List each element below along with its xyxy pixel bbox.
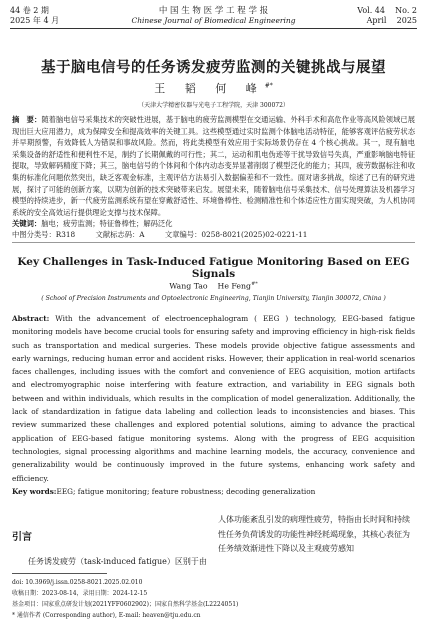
title-en: Key Challenges in Task-Induced Fatigue Monitoring Based on EEG Signals [17, 256, 410, 280]
abstract-en-label: Abstract: [12, 314, 50, 323]
header-right [357, 6, 417, 26]
abstract-en [12, 312, 415, 485]
keywords-en [12, 486, 415, 498]
volume-cn: 44 卷 2 期 [10, 6, 49, 15]
authors-cn [0, 80, 427, 96]
authors-cn-names: 王 韬 何 峰 [154, 82, 265, 95]
keywords-cn-text: 脑电；疲劳监测；特征鲁棒性；解码泛化 [41, 219, 173, 228]
footnote-rule [12, 573, 107, 574]
abstract-en-text: With the advancement of electroencephalogram ( EEG ) technology, EEG-based fatigue monitoring models have become crucial tools for ensuring safety and improving efficiency in high-risk fields such as transportation and medical surgeries. These models provide objective fatigue assessments and early warnings, reducing human error and accident risks. However, their application in real-world scenarios faces challenges, including issues with the comfort and convenience of EEG acquisition, motion artifacts and electromyographic noise interfering with feature extraction, and variability in EEG signals both between and within individuals, which results in the complication of model generalization. Additionally, the lack of standardization in fatigue data labeling and collection leads to inconsistencies and biases. This review summarized these challenges and explored potential solutions, aiming to advance the practical application of EEG-based fatigue monitoring systems. Along with the progress of EEG acquisition technologies, signal processing algorithms and machine learning models, the accuracy, convenience and generalizability would be continuously improved in the future systems, enhancing work safety and efficiency. [12, 314, 415, 483]
date-en: April 2025 [366, 16, 417, 25]
authors-en-mark: #* [251, 281, 258, 287]
doi: doi: 10.3969/j.issn.0258-8021.2025.02.010 [12, 579, 143, 586]
abstract-cn [12, 114, 415, 218]
article-number: 文章编号：0258-8021(2025)02-0221-11 [164, 230, 308, 239]
abstract-cn-text: 随着脑电信号采集技术的突破性进展，基于脑电的疲劳监测模型在交通运输、外科手术和高危作业等高风险领域已展现出巨大应用潜力，成为保障安全和提高效率的关键工具。这些模型通过实时监测个体脑电活动特征，能够客观评估疲劳状态并早期预警，有效降低人为错误和事故风险。然而，将此类模型有效应用于实际场景仍存在 4 个核心挑战。其一，现有脑电采集设备的舒适性和便利性不足，制约了长期佩戴的可行性；其二，运动和肌电伪迹等干扰导致信号失真，严重影响脑电特征提取，导致解码精度下降；其三，脑电信号的个体间和个体内动态变异显著削弱了模型泛化的能力；其四，疲劳数据标注和收集的标准化问题依然突出，缺乏客观金标准，主观评估方法易引入数据偏差和不一致性。面对诸多挑战，综述了已有的研究进展，探讨了可能的创新方案，以期为创新的技术突破带来启发。展望未来，随着脑电信号采集技术、信号处理算法及机器学习模型的持续进步，新一代疲劳监测系统有望在穿戴舒适性、环境鲁棒性、检测精准性和个体适应性方面实现突破，为人机协同系统的安全高效运行提供理论支撑与技术保障。 [12, 115, 415, 217]
document-code: 文献标志码：A [95, 230, 145, 239]
header-center [10, 6, 417, 26]
authors-en-names: Wang Tao He Feng [169, 281, 252, 291]
keywords-en-label: Key words: [12, 487, 57, 496]
funding: 基金项目：国家重点研发计划(2021YFF0602902)；国家自然科学基金(L2224051) [12, 601, 239, 608]
journal-name-cn: 中 国 生 物 医 学 工 程 学 报 [158, 6, 269, 16]
abstract-cn-label: 摘 要： [12, 115, 42, 124]
affiliation-cn: （天津大学精密仪器与光电子工程学院，天津 300072） [138, 102, 289, 109]
keywords-cn-label: 关键词： [12, 219, 42, 228]
intro-left-column [12, 502, 208, 569]
volume-en: Vol. 44 No. 2 [357, 6, 417, 15]
intro-left-text: 任务诱发疲劳（task-induced fatigue）区别于由 [28, 557, 207, 566]
corresponding-author: * 通信作者 (Corresponding author), E-mail: heaven@tju.edu.cn [12, 612, 201, 619]
clc-number: 中图分类号：R318 [12, 230, 76, 239]
running-header [10, 6, 417, 29]
classification-line [12, 229, 415, 240]
received-dates: 收稿日期：2023-08-14，录用日期：2024-12-15 [12, 590, 148, 597]
authors-en [0, 281, 427, 291]
footnotes [12, 577, 415, 621]
journal-name-en: Chinese Journal of Biomedical Engineering [131, 16, 296, 25]
date-cn: 2025 年 4 月 [10, 16, 60, 25]
keywords-en-text: EEG; fatigue monitoring; feature robustness; decoding generalization [56, 487, 316, 496]
keywords-cn [12, 218, 415, 229]
affiliation-en: ( School of Precision Instruments and Optoelectronic Engineering, Tianjin University, Tianjin 300072, China ) [41, 295, 386, 302]
intro-right-column: 人体功能紊乱引发的病理性疲劳，特指由长时间和持续性任务负荷诱发的功能性神经耗竭现象，其核心表征为任务绩效渐进性下降以及主观疲劳感知 [218, 515, 410, 553]
separator-rule [12, 242, 415, 243]
authors-cn-mark: #* [264, 82, 273, 90]
intro-heading: 引言 [12, 532, 32, 543]
title-cn: 基于脑电信号的任务诱发疲劳监测的关键挑战与展望 [41, 59, 386, 76]
